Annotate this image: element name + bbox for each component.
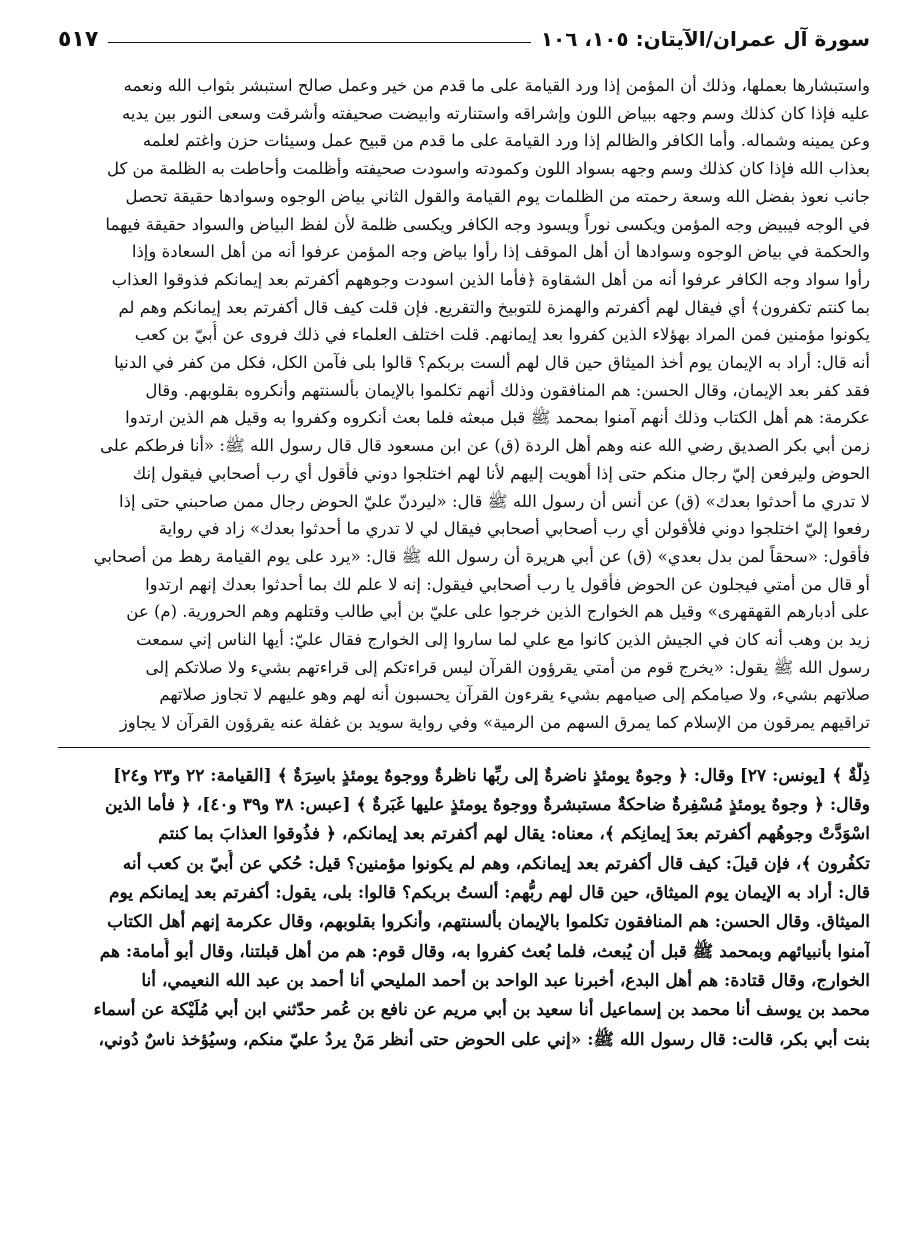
footnote-line: آمنوا بأنبيائهم وبمحمد ﷺ قبل أن يُبعث، فلما بُعث كفروا به، وقال قوم: هم من أهل قبلتنا، وقال أبو أُمامة: هم <box>99 941 870 962</box>
footnote-commentary <box>58 762 870 1055</box>
commentary-line: رأوا سواد وجه الكافر عرفوا أنه من أهل الشقاوة ﴿فأما الذين اسودت وجوههم أكفرتم بعد إيمانكم فذوقوا العذاب <box>111 269 870 289</box>
commentary-line: رفعوا إليّ اختلجوا دوني فلأقولن أي رب أصحابي أصحابي فيقال لي لا تدري ما أحدثوا بعدك» زاد في رواية <box>158 519 870 539</box>
header-rule <box>108 42 531 43</box>
commentary-line: زمن أبي بكر الصديق رضي الله عنه وهم أهل الردة (ق) عن ابن مسعود قال قال رسول الله ﷺ: «أنا فرطكم على <box>100 436 870 456</box>
commentary-line: وعن يمينه وشماله. وأما الكافر والظالم إذا ورد القيامة على ما قدم من قبيح عمل وسيئات حزن واغتم لعلمه <box>142 131 870 151</box>
footnote-line: اسْوَدَّتْ وجوهُهم أكفرتم بعدَ إيمانِكم ﴾، معناه: يقال لهم أكفرتم بعد إيمانكم، ﴿ فذُوقوا العذابَ بما كنتم <box>158 824 870 845</box>
page-header <box>58 22 870 56</box>
page-number: ٥١٧ <box>58 26 99 52</box>
commentary-line: على أدبارهم القهقهرى» وقيل هم الخوارج الذين خرجوا على عليّ بن أبي طالب وقتلهم وهم الحرورية. (م) عن <box>126 602 870 622</box>
commentary-line: عليه فإذا كان كذلك وسم وجهه ببياض اللون وإشراقه واستنارته وابيضت صحيفته وأشرقت وسعى النور بين يديه <box>122 103 870 123</box>
commentary-line: أنه قال: أراد به الإيمان يوم أخذ الميثاق حين قال لهم ألست بربكم؟ قالوا بلى فآمن الكل، فكل من كفر في الدنيا <box>114 353 870 373</box>
footnote-line: قال: أراد به الإيمان يوم الميثاق، حين قال لهم ربُّهم: ألستُ بربكم؟ قالوا: بلى، يقول: أكفرتم بعد إيمانكم يوم <box>109 883 870 904</box>
commentary-line: لا تدري ما أحدثوا بعدك» (ق) عن أنس أن رسول الله ﷺ قال: «ليردنّ عليّ الحوض رجال ممن صاحبني حتى إذا <box>119 491 870 511</box>
footnote-divider <box>58 747 870 748</box>
commentary-line: رسول الله ﷺ يقول: «يخرج قوم من أمتي يقرؤون القرآن ليس قراءتكم إلى قراءتهم بشيء ولا صلاتكم إلى <box>145 657 870 677</box>
commentary-line: فأقول: «سحقاً لمن بدل بعدي» (ق) عن أبي هريرة أن رسول الله ﷺ قال: «يرد على يوم القيامة رهط من أصحابي <box>93 546 870 566</box>
commentary-line: بعذاب الله فإذا كان كذلك وسم وجهه بسواد اللون وكمودته واسودت صحيفته وأظلمت وأحاطت به الظلمة من كل <box>106 159 870 179</box>
footnote-line: تكفُرون ﴾، فإن قيلَ: كيف قال أكفرتم بعد إيمانكم، وهم لم يكونوا مؤمنين؟ قيل: حُكي عن أُبيّ بن كعب أنه <box>122 853 870 874</box>
commentary-line: تراقيهم يمرقون من الإسلام كما يمرق السهم من الرمية» وفي رواية سويد بن غفلة عنه يقرؤون القرآن لا يجاوز <box>119 713 870 733</box>
commentary-line: عكرمة: هم أهل الكتاب وذلك أنهم آمنوا بمحمد ﷺ قبل مبعثه فلما بعث أنكروه وكفروا به وقيل هم الذين ارتدوا <box>125 408 870 428</box>
commentary-line: فقد كفر بعد الإيمان، وقال الحسن: هم المنافقون وذلك أنهم تكلموا بالإيمان بألسنتهم وأنكروه بقلوبهم. وقال <box>145 380 870 400</box>
footnote-line: ذِلَّةٌ ﴾ [يونس: ٢٧] وقال: ﴿ وجوهٌ يومئذٍ ناضرةٌ إلى ربِّها ناظرةٌ ووجوهٌ يومئذٍ باسِرَةٌ ﴾ [القيامة: ٢٢ و٢٣ و٢٤] <box>113 765 870 786</box>
commentary-line: الحوض وليرفعن إليّ رجال منكم حتى إذا أهويت إليهم لأنا لهم اختلجوا دوني فأقول أي رب أصحابي فيقول إنك <box>132 463 870 483</box>
book-page <box>58 22 870 1234</box>
commentary-line: صلاتهم بشيء، ولا صيامكم إلى صيامهم بشيء يقرءون القرآن يحسبون أنه لهم وهو عليهم لا تجاوز صلاتهم <box>159 685 870 705</box>
commentary-line: أو قال من أمتي فيجلون عن الحوض فأقول يا رب أصحابي فيقول: إنه لا علم لك بما أحدثوا بعدك إنهم ارتدوا <box>145 574 870 594</box>
footnote-line: الخوارج، وقال قتادة: هم أهل البدع، أخبرنا عبد الواحد بن أحمد المليحي أنا أحمد بن عبد الله النعيمي، أنا <box>141 970 870 991</box>
commentary-line: جانب نعوذ بفضل الله وسعة رحمته من الظلمات يوم القيامة والقول الثاني بياض الوجوه وسوادها حقيقة تحصل <box>125 186 870 206</box>
footnote-line: بنت أبي بكر، قالت: قال رسول الله ﷺ: «إني على الحوض حتى أنظر مَنْ يردُ عليّ منكم، وسيُؤخذ ناسٌ دُوني، <box>98 1029 870 1050</box>
surah-header-title: سورة آل عمران/الآيتان: ١٠٥، ١٠٦ <box>540 27 870 51</box>
footnote-line: الميثاق. وقال الحسن: هم المنافقون تكلموا بالإيمان بألسنتهم، وأنكروا بقلوبهم، وقال عكرمة إنهم أهل الكتاب <box>107 912 870 933</box>
commentary-line: زيد بن وهب أنه كان في الجيش الذين كانوا مع علي لما ساروا إلى الخوارج فقال عليّ: أيها الناس إني سمعت <box>136 630 870 650</box>
footnote-line: وقال: ﴿ وجوهٌ يومئذٍ مُسْفِرةٌ ضاحكةٌ مستبشرةٌ ووجوهٌ يومئذٍ عليها غَبَرةٌ ﴾ [عبس: ٣٨ و٣٩ و٤٠]، ﴿ فأما الذين <box>104 795 870 816</box>
footnote-line: محمد بن يوسف أنا محمد بن إسماعيل أنا سعيد بن أبي مريم عن نافع بن عُمر حدّثني ابن أبي مُلَيْكة عن أسماء <box>93 1000 870 1021</box>
commentary-line: بما كنتم تكفرون﴾ أي فيقال لهم أكفرتم والهمزة للتوبيخ والتقريع. فإن قلت كيف قال أكفرتم بعد إيمانكم وهم لم <box>118 297 870 317</box>
commentary-line: يكونوا مؤمنين فمن المراد بهؤلاء الذين كفروا بعد إيمانهم. قلت اختلف العلماء في ذلك فروى عن أُبيّ بن كعب <box>134 325 870 345</box>
main-commentary <box>58 72 870 737</box>
commentary-line: والحكمة في بياض الوجوه وسوادها أن أهل الموقف إذا رأوا بياض وجه المؤمن عرفوا أنه من أهل السعادة وإذا <box>131 242 870 262</box>
commentary-line: في الوجه فيبيض وجه المؤمن ويكسى نوراً ويسود وجه الكافر ويكسى ظلمة لأن لفظ البياض والسواد حقيقة فيهما <box>105 214 870 234</box>
commentary-line: واستبشارها بعملها، وذلك أن المؤمن إذا ورد القيامة على ما قدم من خير وعمل صالح استبشر بثواب الله ونعمه <box>123 76 870 95</box>
